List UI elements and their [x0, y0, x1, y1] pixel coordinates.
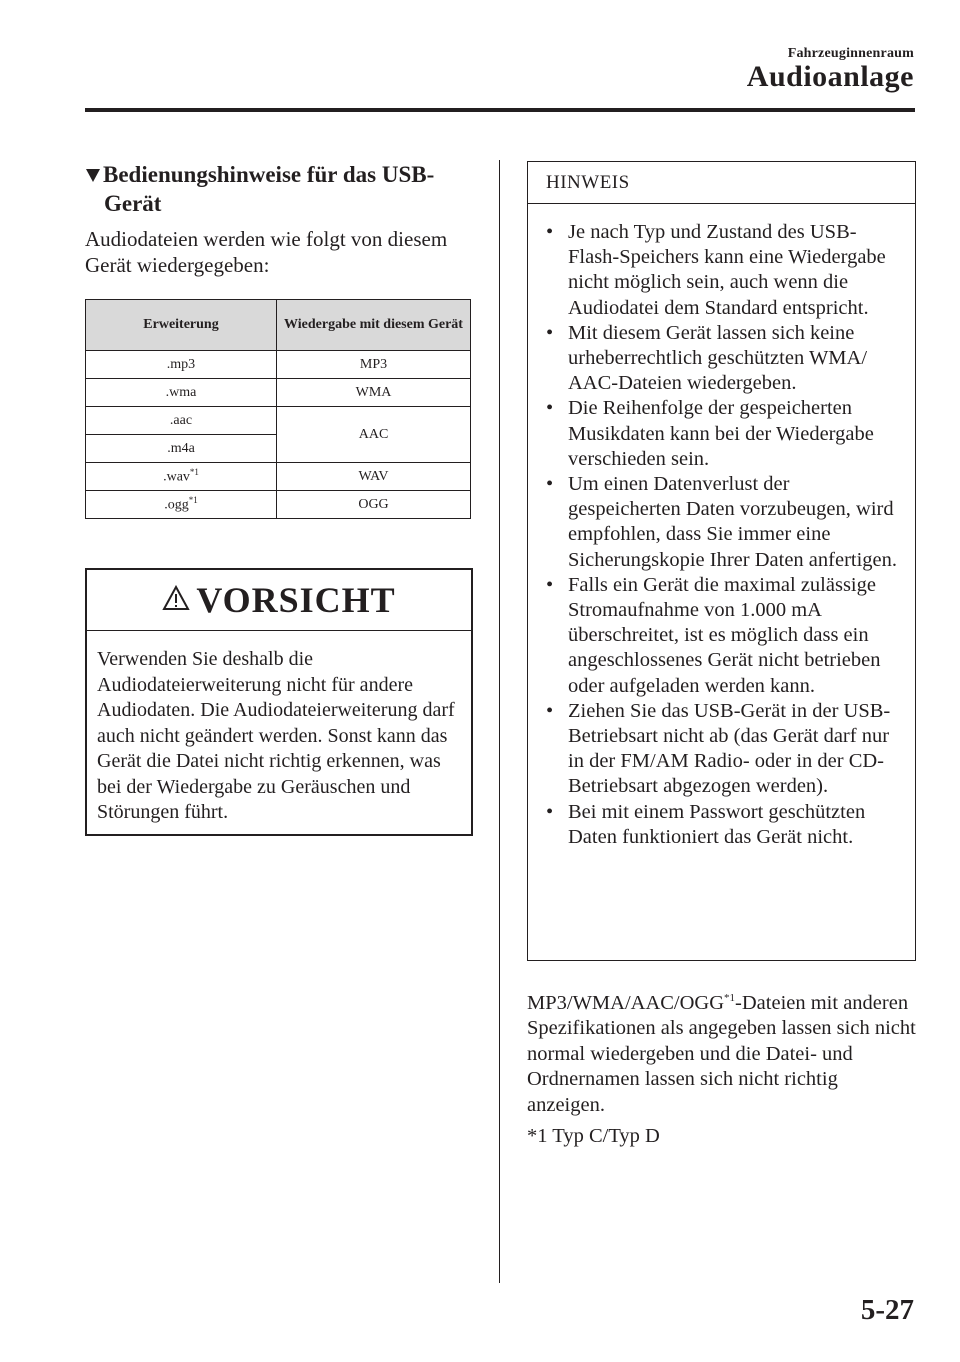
note-box: [527, 161, 916, 961]
page-number: 5-27: [860, 1294, 914, 1326]
list-item: [540, 573, 907, 699]
table-row: [86, 351, 471, 379]
table-cell-play: OGG: [277, 491, 471, 519]
table-cell-ext: [86, 463, 277, 491]
table-header-row: [86, 300, 471, 351]
list-item: [540, 699, 907, 800]
spec-paragraph: [527, 986, 917, 1118]
column-divider: [499, 160, 500, 1283]
bullet: •: [546, 573, 554, 596]
bullet: •: [546, 699, 554, 722]
footnote-marker: *1: [188, 495, 198, 506]
note-title: HINWEIS: [528, 162, 915, 204]
note-item-text: Die Reihenfolge der gespeicherten Musikdaten kann bei der Wiedergabe verschieden sein.: [568, 397, 874, 470]
page-title: Audioanlage: [746, 60, 914, 93]
footnote: *1 Typ C/Typ D: [527, 1125, 660, 1147]
footnote-marker: *1: [724, 992, 736, 1004]
bullet: •: [546, 473, 554, 496]
intro-text: Audiodateien werden wie folgt von diesem Gerät wiedergegeben:: [85, 227, 448, 277]
heading-line-2: Gerät: [104, 191, 162, 216]
list-item: [540, 396, 907, 472]
table-cell-play: MP3: [277, 351, 471, 379]
note-item-text: Je nach Typ und Zustand des USB-Flash-Speichers kann eine Wiedergabe nicht möglich sein, auch wenn die Audiodatei dem Standard entspricht.: [568, 221, 886, 319]
table-cell-play: AAC: [277, 407, 471, 463]
ext-text: .ogg: [164, 497, 189, 513]
para-pre: MP3/WMA/AAC/OGG: [527, 991, 725, 1014]
table-header-extension: Erweiterung: [86, 300, 277, 351]
caution-body: Verwenden Sie deshalb die Audiodateierweiterung nicht für andere Audiodaten. Die Audiodateierweiterung darf auch nicht geändert werden. Sonst kann das Gerät die Datei nicht richtig erkennen, was bei der Wiedergabe zu Geräuschen und Störungen führt.: [97, 648, 455, 823]
caution-header: [87, 570, 471, 631]
list-item: [540, 220, 907, 321]
note-list: [528, 204, 915, 850]
table-cell-play: WAV: [277, 463, 471, 491]
table-row: [86, 379, 471, 407]
note-item-text: Bei mit einem Passwort geschützten Daten funktioniert das Gerät nicht.: [568, 800, 866, 848]
table-cell-ext: .wma: [86, 379, 277, 407]
caution-box: [85, 568, 473, 836]
heading-line-1: Bedienungshinweise für das USB-: [103, 162, 435, 187]
header-rule: [85, 108, 915, 112]
ext-text: .wav: [163, 469, 190, 485]
table-cell-ext: .m4a: [86, 435, 277, 463]
table-cell-ext: [86, 491, 277, 519]
note-item-text: Mit diesem Gerät lassen sich keine urheberrechtlich geschützten WMA/ AAC-Dateien wiedergeben.: [568, 321, 868, 395]
table-cell-ext: .aac: [86, 407, 277, 435]
table-cell-ext: .mp3: [86, 351, 277, 379]
note-item-text: Falls ein Gerät die maximal zulässige Stromaufnahme von 1.000 mA überschreitet, ist es möglich dass ein angeschlossenes Gerät nicht betrieben oder aufgeladen werden kann.: [568, 573, 881, 697]
bullet: •: [546, 397, 554, 420]
para-post: -Dateien mit anderen Spezifikationen als angegeben lassen sich nicht normal wiedergeben und die Datei- und Ordnernamen lassen sich nicht richtig anzeigen.: [527, 991, 916, 1116]
table-row: [86, 463, 471, 491]
list-item: [540, 800, 907, 850]
section-heading: [85, 160, 475, 218]
note-item-text: Ziehen Sie das USB-Gerät in der USB-Betriebsart nicht ab (das Gerät darf nur in der FM/AM Radio- oder in der CD-Betriebsart abgezogen werden).: [568, 699, 891, 798]
bullet: •: [546, 800, 554, 823]
caution-title: VORSICHT: [196, 580, 396, 620]
triangle-down-icon: [85, 160, 103, 189]
bullet: •: [546, 221, 554, 243]
list-item: [540, 472, 907, 573]
note-item-text: Um einen Datenverlust der gespeicherten Daten vorzubeugen, wird empfohlen, dass Sie immer eine Sicherungskopie Ihrer Daten anfertigen.: [568, 473, 898, 571]
chapter-label: Fahrzeuginnenraum: [787, 46, 914, 61]
table-header-playback: Wiedergabe mit diesem Gerät: [277, 300, 471, 351]
list-item: [540, 321, 907, 397]
table-cell-play: WMA: [277, 379, 471, 407]
warning-triangle-icon: [162, 585, 190, 616]
table-row: [86, 407, 471, 435]
footnote-marker: *1: [189, 467, 199, 478]
format-table: [85, 299, 471, 519]
table-row: [86, 491, 471, 519]
bullet: •: [546, 321, 554, 344]
